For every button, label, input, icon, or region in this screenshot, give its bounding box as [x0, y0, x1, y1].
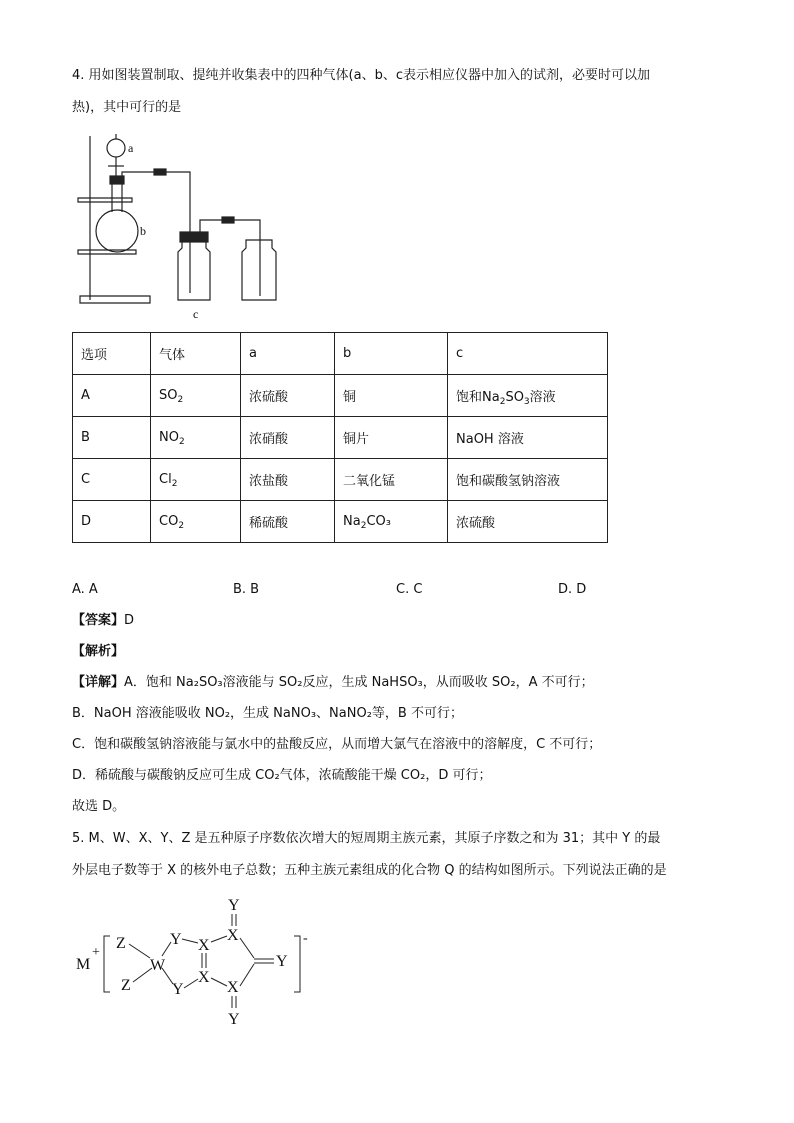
table-row — [73, 459, 608, 501]
analysis-label: 【解析】 — [72, 644, 125, 659]
q4-stem-line1 — [72, 66, 650, 86]
row-reagent-c: 浓硫酸 — [448, 501, 608, 543]
clamp-upper — [78, 198, 132, 202]
detail-label: 【详解】 — [72, 675, 125, 690]
atom-y-bottom: Y — [228, 1011, 240, 1028]
row-option: D — [73, 501, 151, 543]
row-reagent-a: 稀硫酸 — [241, 501, 335, 543]
q4-stem-text: 用如图装置制取、提纯并收集表中的四种气体(a、b、c表示相应仪器中加入的试剂，必要时可以加 — [88, 68, 650, 83]
row-option: C — [73, 459, 151, 501]
q5-stem-text: M、W、X、Y、Z 是五种原子序数依次增大的短周期主族元素，其原子序数之和为 31；其中 Y 的最 — [88, 831, 661, 846]
bond-y-x-upper — [182, 939, 198, 943]
row-reagent-a: 浓盐酸 — [241, 459, 335, 501]
detail-c: C．饱和碳酸氢钠溶液能与氯水中的盐酸反应，从而增大氯气在溶液中的溶解度，C 不可行； — [72, 737, 602, 752]
atom-x-3: X — [227, 927, 239, 944]
atom-y-upper: Y — [170, 931, 182, 948]
wash-bottle — [178, 240, 210, 300]
detail-a-line — [72, 673, 594, 693]
tube-connector-1 — [154, 169, 166, 175]
bond-x-c-top — [240, 938, 254, 958]
answer-line — [72, 611, 134, 631]
q4-stem-line2: 热)，其中可行的是 — [72, 100, 182, 115]
row-gas: $SO_2$ — [151, 375, 241, 417]
table-row — [73, 375, 608, 417]
bond-x-x-top — [211, 936, 227, 942]
label-c: c — [193, 307, 199, 321]
row-gas: $NO_2$ — [151, 417, 241, 459]
answer-value: D — [124, 613, 135, 628]
q5-stem-line1 — [72, 829, 660, 849]
atom-z-bottom: Z — [121, 977, 131, 994]
wash-bottle-stopper — [180, 232, 208, 242]
header-gas: 气体 — [151, 333, 241, 375]
bond-y-x-lower — [184, 979, 198, 988]
atom-y-right: Y — [276, 953, 288, 970]
apparatus-diagram — [72, 128, 292, 323]
row-reagent-c: 饱和$Na_2SO_3$溶液 — [448, 375, 608, 417]
separatory-funnel — [107, 139, 125, 157]
choice-d[interactable]: D. D — [558, 582, 587, 597]
bond-z-w-bottom — [133, 968, 152, 982]
row-reagent-c: 饱和碳酸氢钠溶液 — [448, 459, 608, 501]
choice-c[interactable]: C. C — [396, 582, 423, 597]
row-reagent-b: $Na_2CO_3$ — [335, 501, 448, 543]
bond-z-w-top — [129, 944, 150, 958]
bond-x-x-bottom — [211, 978, 227, 986]
detail-a: A．饱和 Na₂SO₃溶液能与 SO₂反应，生成 NaHSO₃，从而吸收 SO₂，A 不可行； — [124, 675, 594, 690]
choice-b[interactable]: B. B — [233, 582, 260, 597]
round-bottom-flask — [96, 210, 138, 252]
bracket-right — [294, 936, 300, 992]
detail-d: D．稀硫酸与碳酸钠反应可生成 CO₂气体，浓硫酸能干燥 CO₂，D 可行； — [72, 768, 492, 783]
table-row — [73, 501, 608, 543]
collection-bottle — [242, 240, 276, 300]
row-option: B — [73, 417, 151, 459]
anion-charge: - — [303, 931, 308, 946]
atom-m: M — [76, 956, 91, 973]
row-reagent-a: 浓硫酸 — [241, 375, 335, 417]
atom-y-lower: Y — [172, 981, 184, 998]
clamp-lower — [78, 250, 136, 254]
header-a: a — [241, 333, 335, 375]
row-reagent-b: 铜片 — [335, 417, 448, 459]
structure-diagram — [72, 892, 332, 1032]
conclusion: 故选 D。 — [72, 799, 126, 814]
tube-connector-2 — [222, 217, 234, 223]
answer-label: 【答案】 — [72, 613, 125, 628]
bond-w-y-lower — [162, 968, 173, 984]
table-header-row — [73, 333, 608, 375]
cation-charge: + — [92, 945, 100, 960]
row-reagent-c: NaOH 溶液 — [448, 417, 608, 459]
label-b: b — [140, 224, 146, 238]
q4-number: 4. — [72, 68, 85, 83]
row-reagent-b: 二氧化锰 — [335, 459, 448, 501]
label-a: a — [128, 141, 134, 155]
atom-x-4: X — [227, 979, 239, 996]
row-reagent-a: 浓硝酸 — [241, 417, 335, 459]
row-gas: $Cl_2$ — [151, 459, 241, 501]
bracket-left — [104, 936, 110, 992]
delivery-tube-2 — [200, 220, 260, 296]
options-table — [72, 332, 608, 543]
table-row — [73, 417, 608, 459]
atom-x-1: X — [198, 937, 210, 954]
atom-y-top: Y — [228, 897, 240, 914]
bond-w-y-upper — [162, 942, 171, 956]
row-reagent-b: 铜 — [335, 375, 448, 417]
atom-x-2: X — [198, 969, 210, 986]
atom-w: W — [150, 957, 166, 974]
header-c: c — [448, 333, 608, 375]
q5-stem-line2: 外层电子数等于 X 的核外电子总数；五种主族元素组成的化合物 Q 的结构如图所示。下列说法正确的是 — [72, 863, 667, 878]
detail-b: B．NaOH 溶液能吸收 NO₂，生成 NaNO₃、NaNO₂等，B 不可行； — [72, 706, 463, 721]
atom-z-top: Z — [116, 935, 126, 952]
row-gas: $CO_2$ — [151, 501, 241, 543]
bond-x-c-bottom — [240, 964, 254, 986]
header-option: 选项 — [73, 333, 151, 375]
q5-number: 5. — [72, 831, 85, 846]
header-b: b — [335, 333, 448, 375]
row-option: A — [73, 375, 151, 417]
choice-a[interactable]: A. A — [72, 582, 98, 597]
